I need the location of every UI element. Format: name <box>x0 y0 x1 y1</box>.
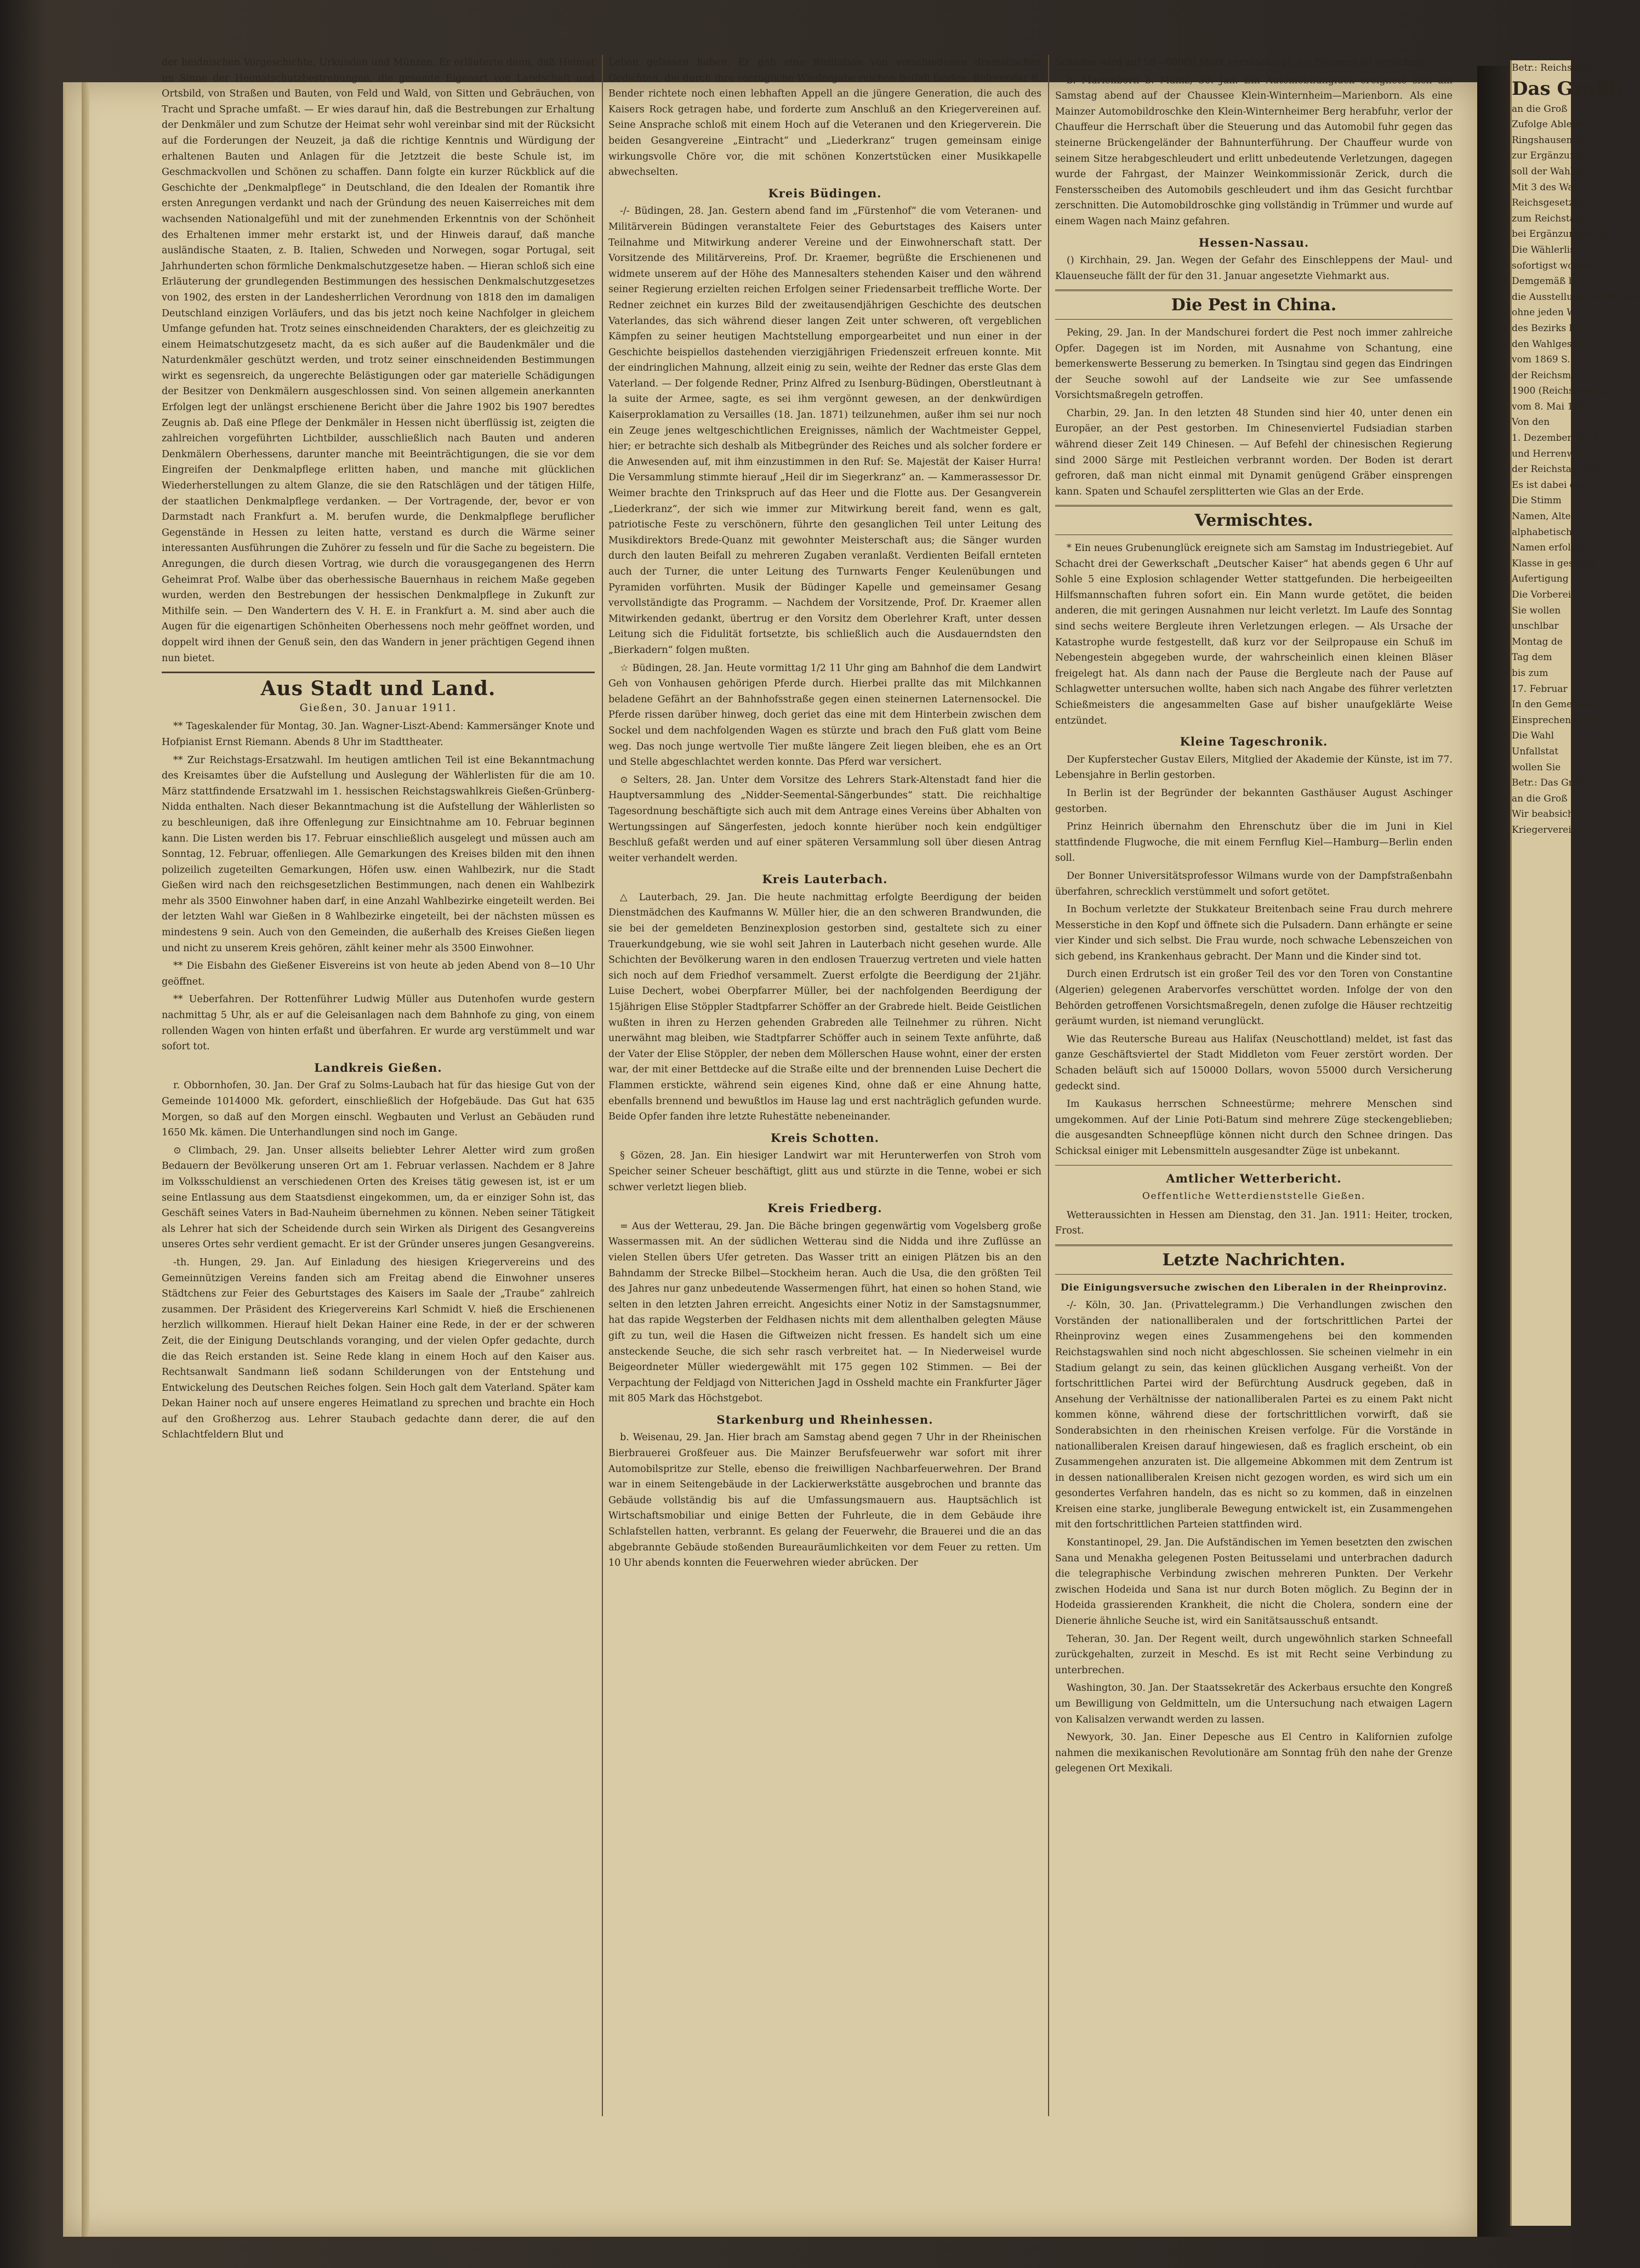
article-halifax: Wie das Reutersche Bureau aus Halifax (Neuschottland) meldet, ist fast das ganze Geschäftsviertel der Stadt Middleton vom Feuer zerstört worden. Der Schaden beläuft sich auf 150000 Dollars, wovon 55000 durch Versicherung gedeckt sind. <box>1055 1033 1453 1092</box>
article-koeln: -/- Köln, 30. Jan. (Privattelegramm.) Die Verhandlungen zwischen den Vorständen der nationalliberalen und der fortschrittlichen Partei der Rheinprovinz wegen eines Zusammengehens bei den kommenden Reichstagswahlen sind noch nicht abgeschlossen. Sie scheinen vielmehr in ein Stadium gelangt zu sein, das keinen glücklichen Ausgang verheißt. Von der fortschrittlichen Partei wird der Befürchtung Ausdruck gegeben, daß in Ansehung der Verhältnisse der nationalliberalen Partei es zu einem Pakt nicht kommen könne, während diese der fortschrittlichen vorwirft, daß sie Sonderabsichten in den rheinischen Kreisen verfolge. Für die Vorstände in nationalliberalen Kreisen darauf hingewiesen, daß es fraglich erscheint, ob ein Zusammengehen anzuraten ist. Die allgemeine Abkommen mit dem Zentrum ist in dessen nationalliberalen Kreisen nicht gezogen worden, es wird sich um ein gesondertes Verfahren handeln, das es nicht so zu kommen, daß in einzelnen Kreisen eine starke, jungliberale Bewegung entwickelt ist, ein Zusammengehen mit den fortschrittlichen Parteien stattfinden wird. <box>1055 1300 1453 1531</box>
adjacent-page-line: bis zum <box>1512 667 1548 679</box>
adjacent-page-line: der Reichstagswahl <box>1512 464 1605 475</box>
article-weisenau-continued: Schaden wird auf 50—60000 Mark veranschlagt, die Brauerei ist versichert. <box>1055 57 1428 68</box>
article-wetterau: = Aus der Wetterau, 29. Jan. Die Bäche bringen gegenwärtig vom Vogelsberg große Wassermassen mit. An der südlichen Wetterau sind die Nidda und ihre Zuflüsse an vielen Stellen übers Ufer getreten. Das Wasser tritt an einigen Plätzen bis an den Bahndamm der Strecke Bilbel—Stockheim heran. Auch die Usa, die den größten Teil des Jahres nur ganz unbedeutende Wassermengen führt, hat einen so hohen Stand, wie selten in den letzten Jahren erreicht. Angesichts einer Notiz in der Samstagsnummer, hat das rapide Wegsterben der Feldhasen nichts mit dem allenthalben gelegten Mäuse gift zu tun, weil die Hasen die Giftweizen nicht fressen. Es handelt sich um eine ansteckende Seuche, die sich sehr rasch verbreitet hat. — In Niederweisel wurde Beigeordneter Müller wiedergewählt mit 175 gegen 102 Stimmen. — Bei der Verpachtung der Feldjagd von Nitterichen Jagd in Ossheld machte ein Frankfurter Jäger mit 805 Mark das Höchstgebot. <box>608 1220 1041 1405</box>
adjacent-page-line: 1. Dezember 1919 <box>1512 433 1599 444</box>
adjacent-page-line: Betr.: Reichstags <box>1512 62 1592 73</box>
adjacent-page-line: Kriegervereine <box>1512 824 1583 835</box>
adjacent-page-line: Die Wahl <box>1512 730 1554 742</box>
article-peking: Peking, 29. Jan. In der Mandschurei fordert die Pest noch immer zahlreiche Opfer. Dagegen ist im Norden, mit Ausnahme von Schantung, eine bemerkenswerte Besserung zu bemerken. In Tsingtau sind gegen das Eindringen der Seuche sowohl auf der Landseite wie zur See umfassende Vorsichtsmaßregeln getroffen. <box>1055 327 1453 401</box>
article-kaukasus: Im Kaukasus herrschen Schneestürme; mehrere Menschen sind umgekommen. Auf der Linie Poti-Batum sind mehrere Züge steckengeblieben; die ausgesandten Schneepflüge können nicht durch den Schnee dringen. Das Schicksal einiger mit Lebensmitteln ausgesandter Züge ist unbekannt. <box>1055 1099 1453 1157</box>
article-erdrutsch: Durch einen Erdrutsch ist ein großer Teil des vor den Toren von Constantine (Algerien) gelegenen Arabervorfes verschüttet worden. Infolge der von den Behörden getroffenen Vorsichtsmaßregeln, denen zufolge die Häuser rechtzeitig geräumt wurden, ist niemand verunglückt. <box>1055 969 1453 1027</box>
column-rule <box>602 55 603 2116</box>
heading-box-letzte <box>1055 1244 1453 1275</box>
column-rule <box>1048 55 1049 2116</box>
article-wilmans: Der Bonner Universitätsprofessor Wilmans wurde von der Dampfstraßenbahn überfahren, schrecklich verstümmelt und sofort getötet. <box>1055 870 1453 897</box>
adjacent-page-line: unschlbar <box>1512 621 1559 632</box>
article-bochum: In Bochum verletzte der Stukkateur Breitenbach seine Frau durch mehrere Messerstiche in den Kopf und öffnete sich die Pulsadern. Dann erhängte er seine vier Kinder und sich selbst. Die Frau wurde, noch schwache Lebenszeichen von sich gebend, ins Krankenhaus gebracht. Der Mann und die Kinder sind tot. <box>1055 904 1453 962</box>
heading-box-vermischtes <box>1055 505 1453 535</box>
subhead-einigungsversuche: Die Einigungsversuche zwischen den Liberalen in der Rheinprovinz. <box>1060 1282 1448 1293</box>
adjacent-page-line: wollen Sie <box>1512 761 1561 773</box>
adjacent-page-line: Ringshausen ist <box>1512 134 1587 146</box>
page-fold-shadow <box>1477 66 1510 2237</box>
adjacent-page-line: zur Ergänzung <box>1512 150 1582 162</box>
adjacent-page-line: Unfallstat <box>1512 746 1559 757</box>
article-charbin: Charbin, 29. Jan. In den letzten 48 Stunden sind hier 40, unter denen ein Europäer, an der Pest gestorben. Im Chinesenviertel Fudsiadian starben während dieser Zeit 149 Chinesen. — Auf Befehl der chinesischen Regierung sind 2000 Särge mit Pestleichen verbrannt worden. Der Boden ist derart gefroren, daß man nicht einmal mit Dynamit genügend Gräber einsprengen kann. Spaten und Schaufel zersplitterten wie Glas an der Erde. <box>1055 407 1453 497</box>
subhead-kreis-lauterbach: Kreis Lauterbach. <box>762 872 888 886</box>
adjacent-page-line: Die Vorberei <box>1512 589 1571 600</box>
article-weisenau: b. Weisenau, 29. Jan. Hier brach am Samstag abend gegen 7 Uhr in der Rheinischen Bierbrauerei Großfeuer aus. Die Mainzer Berufsfeuerwehr war sofort mit ihrer Automobilspritze zur Stelle, ebenso die freiwilligen Nachbarfeuerwehren. Der Brand war in einem Seitengebäude in der Lackierwerkstätte ausgebrochen und brannte das Gebäude vollständig bis auf die Umfassungsmauern aus. Hauptsächlich ist Wirtschaftsmobiliar und einige Betten der Fuhrleute, die in dem Gebäude ihre Schlafstellen hatten, verbrannt. Es gelang der Feuerwehr, die Brauerei und die an das abgebrannte Gebäude stoßenden Bureauräumlichkeiten vor dem Feuer zu retten. Um 10 Uhr abends konnten die Feuerwehren wieder abrücken. Der <box>608 1432 1041 1569</box>
adjacent-page-line: des Bezirks be <box>1512 322 1581 334</box>
article-marienborn: b. Marienborn b. Mainz, 30. Jan. Ein Automobilunglück ereignete sich am Samstag abend auf der Chaussee Klein-Winternheim—Marienborn. Als eine Mainzer Automobildroschke den Klein-Winternheimer Berg herabfuhr, verlor der Chauffeur die Herrschaft über die Steuerung und das Automobil fuhr gegen das steinerne Brückengeländer der Bahnunterführung. Der Chauffeur wurde von seinem Sitze herabgeschleudert und erlitt unbedeutende Verletzungen, dagegen wurde der Fahrgast, der Mainzer Weinkommissionär Zerick, durch die Fenstersscheiben des Automobils geschleudert und ihm das Gesicht furchtbar zerschnitten. Die Automobildroschke ging vollständig in Trümmer und wurde auf einem Wagen nach Mainz gefahren. <box>1055 75 1453 227</box>
adjacent-page-line: vom 8. Mai 187 <box>1512 401 1585 412</box>
heading-pest-in-china: Die Pest in China. <box>1171 295 1337 315</box>
article-climbach: ⊙ Climbach, 29. Jan. Unser allseits beliebter Lehrer Aletter wird zum großen Bedauern der Bevölkerung unseren Ort am 1. Februar verlassen. Nachdem er 8 Jahre im Volksschuldienst an verschiedenen Orten des Kreises tätig gewesen ist, ist er um seine Entlassung aus dem Staatsdienst eingekommen, um, da er einziger Sohn ist, das Geschäft seines Vaters in Bad-Nauheim übernehmen zu können. Neben seiner Tätigkeit als Lehrer hat sich der Scheidende durch sein Wirken als Dirigent des Gesangvereins unseres Ortes sehr verdient gemacht. Er ist der Gründer unseres jungen Gesangvereins. <box>162 1145 595 1250</box>
adjacent-page-line: Betr.: Das Großh <box>1512 777 1591 789</box>
adjacent-page-line: Aufertigung <box>1512 573 1569 585</box>
subhead-kleine-tageschronik: Kleine Tageschronik. <box>1180 735 1328 749</box>
heading-letzte-nachrichten: Letzte Nachrichten. <box>1162 1250 1346 1270</box>
subhead-kreis-buedingen: Kreis Büdingen. <box>768 186 882 200</box>
adjacent-page-line: den Wahlgesetz <box>1512 338 1586 350</box>
adjacent-page-line: Klasse in gesonde <box>1512 558 1597 569</box>
adjacent-page-line: der Reichsmilitär <box>1512 370 1594 381</box>
adjacent-page-line: In den Gemeinde <box>1512 699 1593 710</box>
adjacent-page-line: soll der Wahlkreis <box>1512 166 1597 177</box>
adjacent-page-line: sofortigst worden. <box>1512 260 1598 271</box>
adjacent-page-line: alphabetisch <box>1512 526 1572 538</box>
article-selters: ⊙ Selters, 28. Jan. Unter dem Vorsitze des Lehrers Stark-Altenstadt fand hier die Hauptversammlung des „Nidder-Seemental-Sängerbundes“ statt. Die reichhaltige Tagesordnung beschäftigte sich auch mit dem Antrage eines Vereins über Abhalten von Wertungssingen auf Sängerfesten, jedoch konnte hierüber noch kein endgültiger Beschluß gefaßt werden und auf einer späteren Versammlung soll über diesen Antrag weiter verhandelt werden. <box>608 774 1041 864</box>
heading-box-pest <box>1055 289 1453 320</box>
section-divider <box>162 672 595 673</box>
column-left <box>162 55 595 2116</box>
adjacent-page-line: Sie wollen <box>1512 605 1561 616</box>
article-kirchhain: () Kirchhain, 29. Jan. Wegen der Gefahr des Einschleppens der Maul- und Klauenseuche fällt der für den 31. Januar angesetzte Viehmarkt aus. <box>1055 255 1453 282</box>
article-obbornhofen: r. Obbornhofen, 30. Jan. Der Graf zu Solms-Laubach hat für das hiesige Gut von der Gemeinde 1014000 Mk. gefordert, einschließlich der Hofgebäude. Das Gut hat 635 Morgen, so daß auf den Morgen einschl. Wegbauten und Verlust an Gebäuden rund 1650 Mk. kämen. Die Unterhandlungen sind noch im Gange. <box>162 1080 595 1139</box>
adjacent-page-line: Das Großh <box>1512 77 1623 100</box>
heading-vermischtes: Vermischtes. <box>1194 511 1313 531</box>
binding-gutter <box>82 82 89 2237</box>
article-eisbahn: ** Die Eisbahn des Gießener Eisvereins ist von heute ab jeden Abend von 8—10 Uhr geöffnet. <box>162 960 595 987</box>
article-teheran: Teheran, 30. Jan. Der Regent weilt, durch ungewöhnlich starken Schneefall zurückgehalten, zurzeit in Meschd. Es ist mit Recht seine Verbindung zu unterbrechen. <box>1055 1633 1453 1676</box>
adjacent-page-line: an die Groß <box>1512 793 1568 804</box>
article-lauterbach: △ Lauterbach, 29. Jan. Die heute nachmittag erfolgte Beerdigung der beiden Dienstmädchen des Kaufmanns W. Müller hier, die an den schweren Brandwunden, die sie bei der gemeldeten Benzinexplosion gestorben sind, gestaltete sich zu einer Trauerkundgebung, wie sie wohl seit Jahren in Lauterbach nicht gesehen wurde. Alle Schichten der Bevölkerung waren in den endlosen Trauerzug vertreten und viele hatten sich noch auf dem Friedhof versammelt. Zuerst erfolgte die Beerdigung der 21jähr. Luise Dechert, wobei Oberpfarrer Müller, bei der nachfolgenden Beerdigung der 15jährigen Elise Stöppler Stadtpfarrer Schöffer an der Grabrede hielt. Beide Geistlichen wußten in ihren zu Herzen gehenden Grabreden alle Teilnehmer zu rühren. Nicht unerwähnt mag bleiben, wie Stadtpfarrer Schöffer auch in seinem Texte anführte, daß der Vater der Elise Stöppler, der neben dem Möllerschen Hause wohnt, einer der ersten war, der mit einer Bettdecke auf die Straße eilte und der brennenden Luise Dechert die Flammen erstickte, während sein eigenes Kind, ohne daß er eine Ahnung hatte, ebenfalls brennend und bewußtlos im Hause lag und erst nachträglich gefunden wurde. Beide Opfer fanden ihre letzte Ruhestätte nebeneinander. <box>608 891 1041 1123</box>
article-konstantinopel: Konstantinopel, 29. Jan. Die Aufständischen im Yemen besetzten den zwischen Sana und Menakha gelegenen Posten Beitusselami und unterbrachen dadurch die telegraphische Verbindung zwischen mehreren Punkten. Der Verkehr zwischen Hodeida und Sana ist nur durch Boten möglich. Zu Beginn der in Hodeida grassierenden Krankheit, die nicht die Cholera, sondern eine der Dienerie ähnliche Seuche ist, wird ein Sanitätsausschuß entsandt. <box>1055 1537 1453 1627</box>
article-ueberfahren: ** Ueberfahren. Der Rottenführer Ludwig Müller aus Dutenhofen wurde gestern nachmittag 5 Uhr, als er auf die Geleisanlagen nach dem Bahnhofe zu ging, von einem rollenden Wagen von hinten erfaßt und überfahren. Er wurde arg verstümmelt und war sofort tot. <box>162 994 595 1053</box>
article-tageskalender: ** Tageskalender für Montag, 30. Jan. Wagner-Liszt-Abend: Kammersänger Knote und Hofpianist Ernst Riemann. Abends 8 Uhr im Stadttheater. <box>162 721 595 748</box>
article-denkmalpflege-continued: der heidnischen Vorgeschichte, Urkunden und Münzen. Er erläuterte dann, daß Heimat im Sinne der Heimatschutzbestrebungen, die gesamte Eigenart von Landschaft und Ortsbild, von Straßen und Bauten, von Feld und Wald, von Sitten und Gebräuchen, von Tracht und Sprache umfaßt. — Er wies darauf hin, daß die Bestrebungen zur Erhaltung der Denkmäler und zum Schutze der Heimat sehr wohl vereinbar sind mit der Rücksicht auf die Forderungen der Neuzeit, ja daß die richtige Kenntnis und Würdigung der erhaltenen Bauten und Anlagen für die Jetztzeit die beste Schule ist, im Geschmackvollen und Schönen zu schaffen. Dann folgte ein kurzer Rückblick auf die Geschichte der „Denkmalpflege“ in Deutschland, die den Idealen der Romantik ihre ersten Anregungen verdankt und nach der Gründung des neuen Kaiserreiches mit dem wachsenden Nationalgefühl und mit der zunehmenden Erkenntnis von der Schönheit des Erhaltenen immer mehr erstarkt ist, und der Hinweis darauf, daß manche ausländische Staaten, z. B. Italien, Schweden und Norwegen, sogar Portugal, seit Jahrhunderten schon förmliche Denkmalschutzgesetze haben. — Hieran schloß sich eine Erläuterung der grundlegenden Bestimmungen des hessischen Denkmalschutzgesetzes von 1902, des ersten in der Landesherrlichen Verordnung von 1818 den im damaligen Deutschland einzigen Vorläufers, und das bis jetzt noch keine Nachfolger in gleichem Umfange gefunden hat. Trotz seines einschneidenden Charakters, der es gleichzeitig zu einem Heimatschutzgesetz macht, da es sich außer auf die Baudenkmäler und die Naturdenkmäler geschützt werden, und trotz seiner einschneidenden Bestimmungen wirkt es segensreich, da ungerechte Belästigungen oder gar materielle Schädigungen der Besitzer von Denkmälern ausgeschlossen sind. Von seinen allgemein anerkannten Erfolgen legt der unlängst erschienene Bericht über die Jahre 1902 bis 1907 beredtes Zeugnis ab. Daß eine Pflege der Denkmäler in Hessen nicht überflüssig ist, zeigten die zahlreichen vorgeführten Lichtbilder, ausschließlich nach Bauten und anderen Denkmälern Oberhessens, darunter manche mit Beeinträchtigungen, die sie vor dem Eingreifen der Denkmalpflege erlitten haben, und manche mit glücklichen Wiederherstellungen zu altem Glanze, die sie den Ratschlägen und der tätigen Hilfe, der staatlichen Denkmalpflege verdanken. — Der Vortragende, der, bevor er von Darmstadt nach Frankfurt a. M. berufen wurde, die Denkmalpflege beruflicher Gegenstände in Hessen zu leiten hatte, verstand es durch die Wärme seiner interessanten Ausführungen die Zuhörer zu fesseln und für die Sache zu begeistern. Die Anregungen, die durch diesen Vortrag, wie durch die vorausgegangenen des Herrn Geheimrat Prof. Walbe über das oberhessische Bauernhaus in reichem Maße gegeben wurden, werden den Bestrebungen der hessischen Denkmalpflege in Zukunft zur Mithilfe sein. — Den Wandertern des V. H. E. in Frankfurt a. M. sind aber auch die Augen für die eigenartigen Schönheiten Oberhessens noch mehr geöffnet worden, und doppelt wird ihnen der Genuß sein, den das Wandern in jener prächtigen Gegend ihnen nun bietet. <box>162 57 595 664</box>
adjacent-page-line: Montag de <box>1512 636 1563 647</box>
article-hungen: -th. Hungen, 29. Jan. Auf Einladung des hiesigen Kriegervereins und des Gemeinnützigen Vereins fanden sich am Freitag abend die Einwohner unseres Städtchens zur Feier des Geburtstages des Kaisers im Saale der „Traube“ zahlreich zusammen. Der Präsident des Kriegervereins Karl Schmidt V. hieß die Erschienenen herzlich willkommen. Hierauf hielt Dekan Hainer eine Rede, in der er der schweren Zeit, die der Einigung Deutschlands voranging, und der vielen Opfer gedachte, durch die das Reich erstanden ist. Seine Rede klang in einem Hoch auf den Kaiser aus. Rechtsanwalt Sandmann ließ sodann Schilderungen von der Entstehung und Entwickelung des Deutschen Reiches folgen. Sein Hoch galt dem Vaterland. Später kam Dekan Hainer noch auf unsere engeres Heimatland zu sprechen und brachte ein Hoch auf den Großherzog aus. Lehrer Staubach gedachte dann derer, die auf den Schlachtfeldern Blut und <box>162 1257 595 1441</box>
adjacent-page-line: 17. Februar <box>1512 683 1568 695</box>
adjacent-page-edge <box>1510 60 1640 2226</box>
adjacent-page-line: Namen, Alter, <box>1512 511 1578 522</box>
article-wetteraussichten: Wetteraussichten in Hessen am Dienstag, den 31. Jan. 1911: Heiter, trocken, Frost. <box>1055 1209 1453 1237</box>
adjacent-page-line: Es ist dabei eine p <box>1512 479 1599 491</box>
adjacent-page-line: Mit 3 des Wah <box>1512 181 1580 193</box>
subhead-kreis-friedberg: Kreis Friedberg. <box>767 1201 882 1215</box>
article-buedingen-pferde: ☆ Büdingen, 28. Jan. Heute vormittag 1/2 11 Uhr ging am Bahnhof die dem Landwirt Geh von Vonhausen gehörigen Pferde durch. Hierbei prallte das mit Milchkannen beladene Gefährt an der Bahnhofsstraße gegen einen steinernen Laternensockel. Die Pferde rissen darüber hinweg, doch geriet das eine mit dem Hinterbein zwischen dem Sockel und dem nachfolgenden Wagen es stürzte und brach den Fuß glatt vom Beine weg. Das noch junge wertvolle Tier mußte längere Zeit liegen bleiben, ehe es an Ort und Stelle abgeschlachtet werden konnte. Das Pferd war versichert. <box>608 662 1041 768</box>
subhead-landkreis-giessen: Landkreis Gießen. <box>314 1060 442 1075</box>
adjacent-page-line: an die Groß <box>1512 103 1568 115</box>
article-eilers: Der Kupferstecher Gustav Eilers, Mitglied der Akademie der Künste, ist im 77. Lebensjahre in Berlin gestorben. <box>1055 754 1453 781</box>
subhead-starkenburg: Starkenburg und Rheinhessen. <box>716 1412 933 1426</box>
article-grubenunglueck: * Ein neues Grubenunglück ereignete sich am Samstag im Industriegebiet. Auf Schacht drei der Gewerkschaft „Deutscher Kaiser“ hat abends gegen 6 Uhr auf Sohle 5 eine Explosion schlagender Wetter stattgefunden. Die herbeigeeilten Hilfsmannschaften fuhren sofort ein. Ein Mann wurde getötet, die beiden anderen, die mit geringen Ausnahmen nur leicht verletzt. Im Laufe des Sonntag sind sechs weitere Bergleute ihren Verletzungen erlegen. — Als Ursache der Katastrophe wurde festgestellt, daß kurz vor der Seilpropause ein Schuß im Nebengestein abgegeben wurde, der wahrscheinlich einen kleinen Bläser freigelegt hat. Als dann nach der Pause die Bergleute nach der Pause auf Schlagwetter untersuchen wollte, haben sich nach Angabe des führer verletzten Schießmeisters die angesammelten Gase auf bisher unaufgeklärte Weise entzündet. <box>1055 543 1453 726</box>
article-hungen-continued: Leben gelassen haben. Er gab eine Rezitation von verschiedenen dramatischen Gedichten, die durch ihre vorzügliche Wiedergabe reichen Beifall fanden. Referendar R. Bender richtete noch einen lebhaften Appell an die jüngere Generation, die auch des Kaisers Rock getragen habe, und forderte zum Anschluß an den Kriegervereinen auf. Seine Ansprache schloß mit einem Hoch auf die Veteranen und den Kriegerverein. Die beiden Gesangvereine „Eintracht“ und „Liederkranz“ trugen gemeinsam einige wirkungsvolle Chöre vor, die mit schönen Konzertstücken einer Musikkapelle abwechselten. <box>608 57 1041 178</box>
section-title-aus-stadt-und-land: Aus Stadt und Land. <box>260 677 496 701</box>
adjacent-page-line: vom 1869 S. 145 <box>1512 354 1591 366</box>
adjacent-page-line: Wir beabsicht <box>1512 809 1578 820</box>
dateline: Gießen, 30. Januar 1911. <box>299 701 457 714</box>
adjacent-page-line: Tag dem <box>1512 652 1552 663</box>
article-reichstagswahl: ** Zur Reichstags-Ersatzwahl. Im heutigen amtlichen Teil ist eine Bekanntmachung des Kreisamtes über die Aufstellung und Auslegung der Wählerlisten für die am 10. März stattfindende Ersatzwahl im 1. hessischen Reichstagswahlkreis Gießen-Grünberg-Nidda enthalten. Nach dieser Bekanntmachung ist die Aufstellung der Wählerlisten so zu beschleunigen, daß ihre Offenlegung zur Einsichtnahme am 10. Februar beginnen kann. Die Listen werden bis 17. Februar einschließlich ausgelegt und müssen auch am Sonntag, 12. Februar, offenliegen. Alle Gemarkungen des Kreises bilden mit den ihnen polizeilich zugeteilten Gemarkungen, Höfen usw. einen Wahlbezirk, nur die Stadt Gießen wird nach den reichsgesetzlichen Bestimmungen, nach denen ein Wahlbezirk mehr als 3500 Einwohner haben darf, in eine Anzahl Wahlbezirke eingeteilt werden. Bei der letzten Wahl war Gießen in 8 Wahlbezirke eingeteilt, bei der nächsten müssen es mindestens 9 sein. Auch von den Gemeinden, die außerhalb des Kreises Gießen liegen und nicht zu unserem Kreis gehören, zählt keiner mehr als 3500 Einwohner. <box>162 754 595 954</box>
subhead-wetterbericht: Amtlicher Wetterbericht. <box>1166 1171 1342 1185</box>
article-washington: Washington, 30. Jan. Der Staatssekretär des Ackerbaus ersuchte den Kongreß um Bewilligung von Geldmitteln, um die Untersuchung nach etwaigen Lagern von Kalisalzen verwandt werden zu lassen. <box>1055 1682 1453 1725</box>
wetter-dienststelle: Oeffentliche Wetterdienststelle Gießen. <box>1142 1191 1366 1202</box>
column-middle <box>608 55 1041 2116</box>
adjacent-page-line: Reichsgesetzbl. S. 2 <box>1512 197 1607 209</box>
adjacent-page-line: bei Ergänzungswahl <box>1512 229 1608 240</box>
adjacent-page-line: Demgemäß be <box>1512 276 1580 287</box>
subhead-hessen-nassau: Hessen-Nassau. <box>1198 235 1309 249</box>
adjacent-page-line: Einsprechen geführt <box>1512 714 1609 726</box>
article-goezen: § Gözen, 28. Jan. Ein hiesiger Landwirt war mit Herunterwerfen von Stroh vom Speicher seiner Scheuer beschäftigt, glitt aus und stürzte in die Tenne, wobei er sich schwer verletzt liegen blieb. <box>608 1150 1041 1193</box>
adjacent-page-line: Namen erfolgen <box>1512 542 1588 554</box>
article-aschinger: In Berlin ist der Begründer der bekannten Gasthäuser August Aschinger gestorben. <box>1055 787 1453 815</box>
adjacent-page-line: Die Stimm <box>1512 495 1562 507</box>
article-newyork: Newyork, 30. Jan. Einer Depesche aus El Centro in Kalifornien zufolge nahmen die mexikanischen Revolutionäre am Sonntag früh den nahe der Grenze gelegenen Ort Mexikali. <box>1055 1732 1453 1775</box>
article-prinz-heinrich: Prinz Heinrich übernahm den Ehrenschutz über die im Juni in Kiel stattfindende Flugwoche, die mit einem Fernflug Kiel—Hamburg—Berlin enden soll. <box>1055 821 1453 864</box>
divider <box>1055 1165 1453 1166</box>
adjacent-page-line: 1900 (Reichsgesetzbl <box>1512 385 1613 397</box>
adjacent-page-line: Die Wählerlis <box>1512 244 1575 255</box>
adjacent-page-line: zum Reichstage <box>1512 213 1587 224</box>
adjacent-page-line: Von den <box>1512 417 1550 428</box>
adjacent-page-line: und Herrenwohl <box>1512 448 1590 459</box>
adjacent-page-line: die Ausstellung der Wähler <box>1512 291 1640 303</box>
subhead-kreis-schotten: Kreis Schotten. <box>770 1130 880 1145</box>
adjacent-page-text <box>1512 60 1640 838</box>
column-right <box>1055 55 1453 2116</box>
adjacent-page-line: Zufolge Ablebe <box>1512 119 1584 130</box>
adjacent-page-line: ohne jeden W <box>1512 307 1576 319</box>
article-buedingen-feier: -/- Büdingen, 28. Jan. Gestern abend fand im „Fürstenhof“ die vom Veteranen- und Militärverein Büdingen veranstaltete Feier des Geburtstages des Kaisers unter Teilnahme und Mitwirkung anderer Vereine und der Einwohnerschaft statt. Der Vorsitzende des Militärvereins, Prof. Dr. Kraemer, begrüßte die Erschienenen und widmete unserem auf der Höhe des Mannesalters stehenden Kaiser und den während seiner Regierung erzielten reichen Erfolgen seiner Friedensarbeit treffliche Worte. Der Redner zeichnet ein kurzes Bild der zweitausendjährigen Geschichte des deutschen Vaterlandes, das sich während dieser langen Zeit unter schweren, oft vergeblichen Kämpfen zu seiner heutigen Machtstellung emporgearbeitet und nun einer in der Geschichte beispiellos dastehenden vierzigjährigen Friedenszeit erfreuen konnte. Mit der eindringlichen Mahnung, allzeit einig zu sein, weihte der Redner das erste Glas dem Vaterland. — Der folgende Redner, Prinz Alfred zu Isenburg-Büdingen, Oberstleutnant à la suite der Armee, sagte, es sei ihm vergönnt gewesen, an der denkwürdigen Kaiserproklamation zu Versailles (18. Jan. 1871) teilzunehmen, außer ihm sei nur noch ein Zeuge jenes weltgeschichtlichen Ereignisses, nämlich der Wachtmeister Geppel, hier; er betrachte sich deshalb als Mitbegründer des Reiches und als solcher fordere er die Anwesenden auf, mit ihm einzustimmen in den Ruf: Se. Majestät der Kaiser Hurra! Die Versammlung stimmte hierauf „Heil dir im Siegerkranz“ an. — Kammerassessor Dr. Weimer brachte den Trinkspruch auf das Heer und die Flotte aus. Der Gesangverein „Liederkranz“, der sich wie immer zur Mitwirkung bereit fand, wenn es galt, patriotische Feste zu verschönern, führte den gesanglichen Teil unter Leitung des Musikdirektors Brede-Quanz mit gewohnter Meisterschaft aus; die Sänger wurden durch den lauten Beifall zu mehreren Zugaben veranlaßt. Verdienten Beifall ernteten auch der Turner, die unter Leitung des Turnwarts Fenger Keulenübungen und Pyramiden vorführten. Musik der Büdinger Kapelle und gemeinsamer Gesang vervollständigte das Programm. — Nachdem der Vorsitzende, Prof. Dr. Kraemer allen Mitwirkenden gedankt, übertrug er den Vorsitz dem Oberlehrer Kraft, unter dessen Leitung sich die Fidulität fortsetzte, bis schließlich auch die Ausdauerndsten den „Bierkadern“ folgen mußten. <box>608 206 1041 656</box>
